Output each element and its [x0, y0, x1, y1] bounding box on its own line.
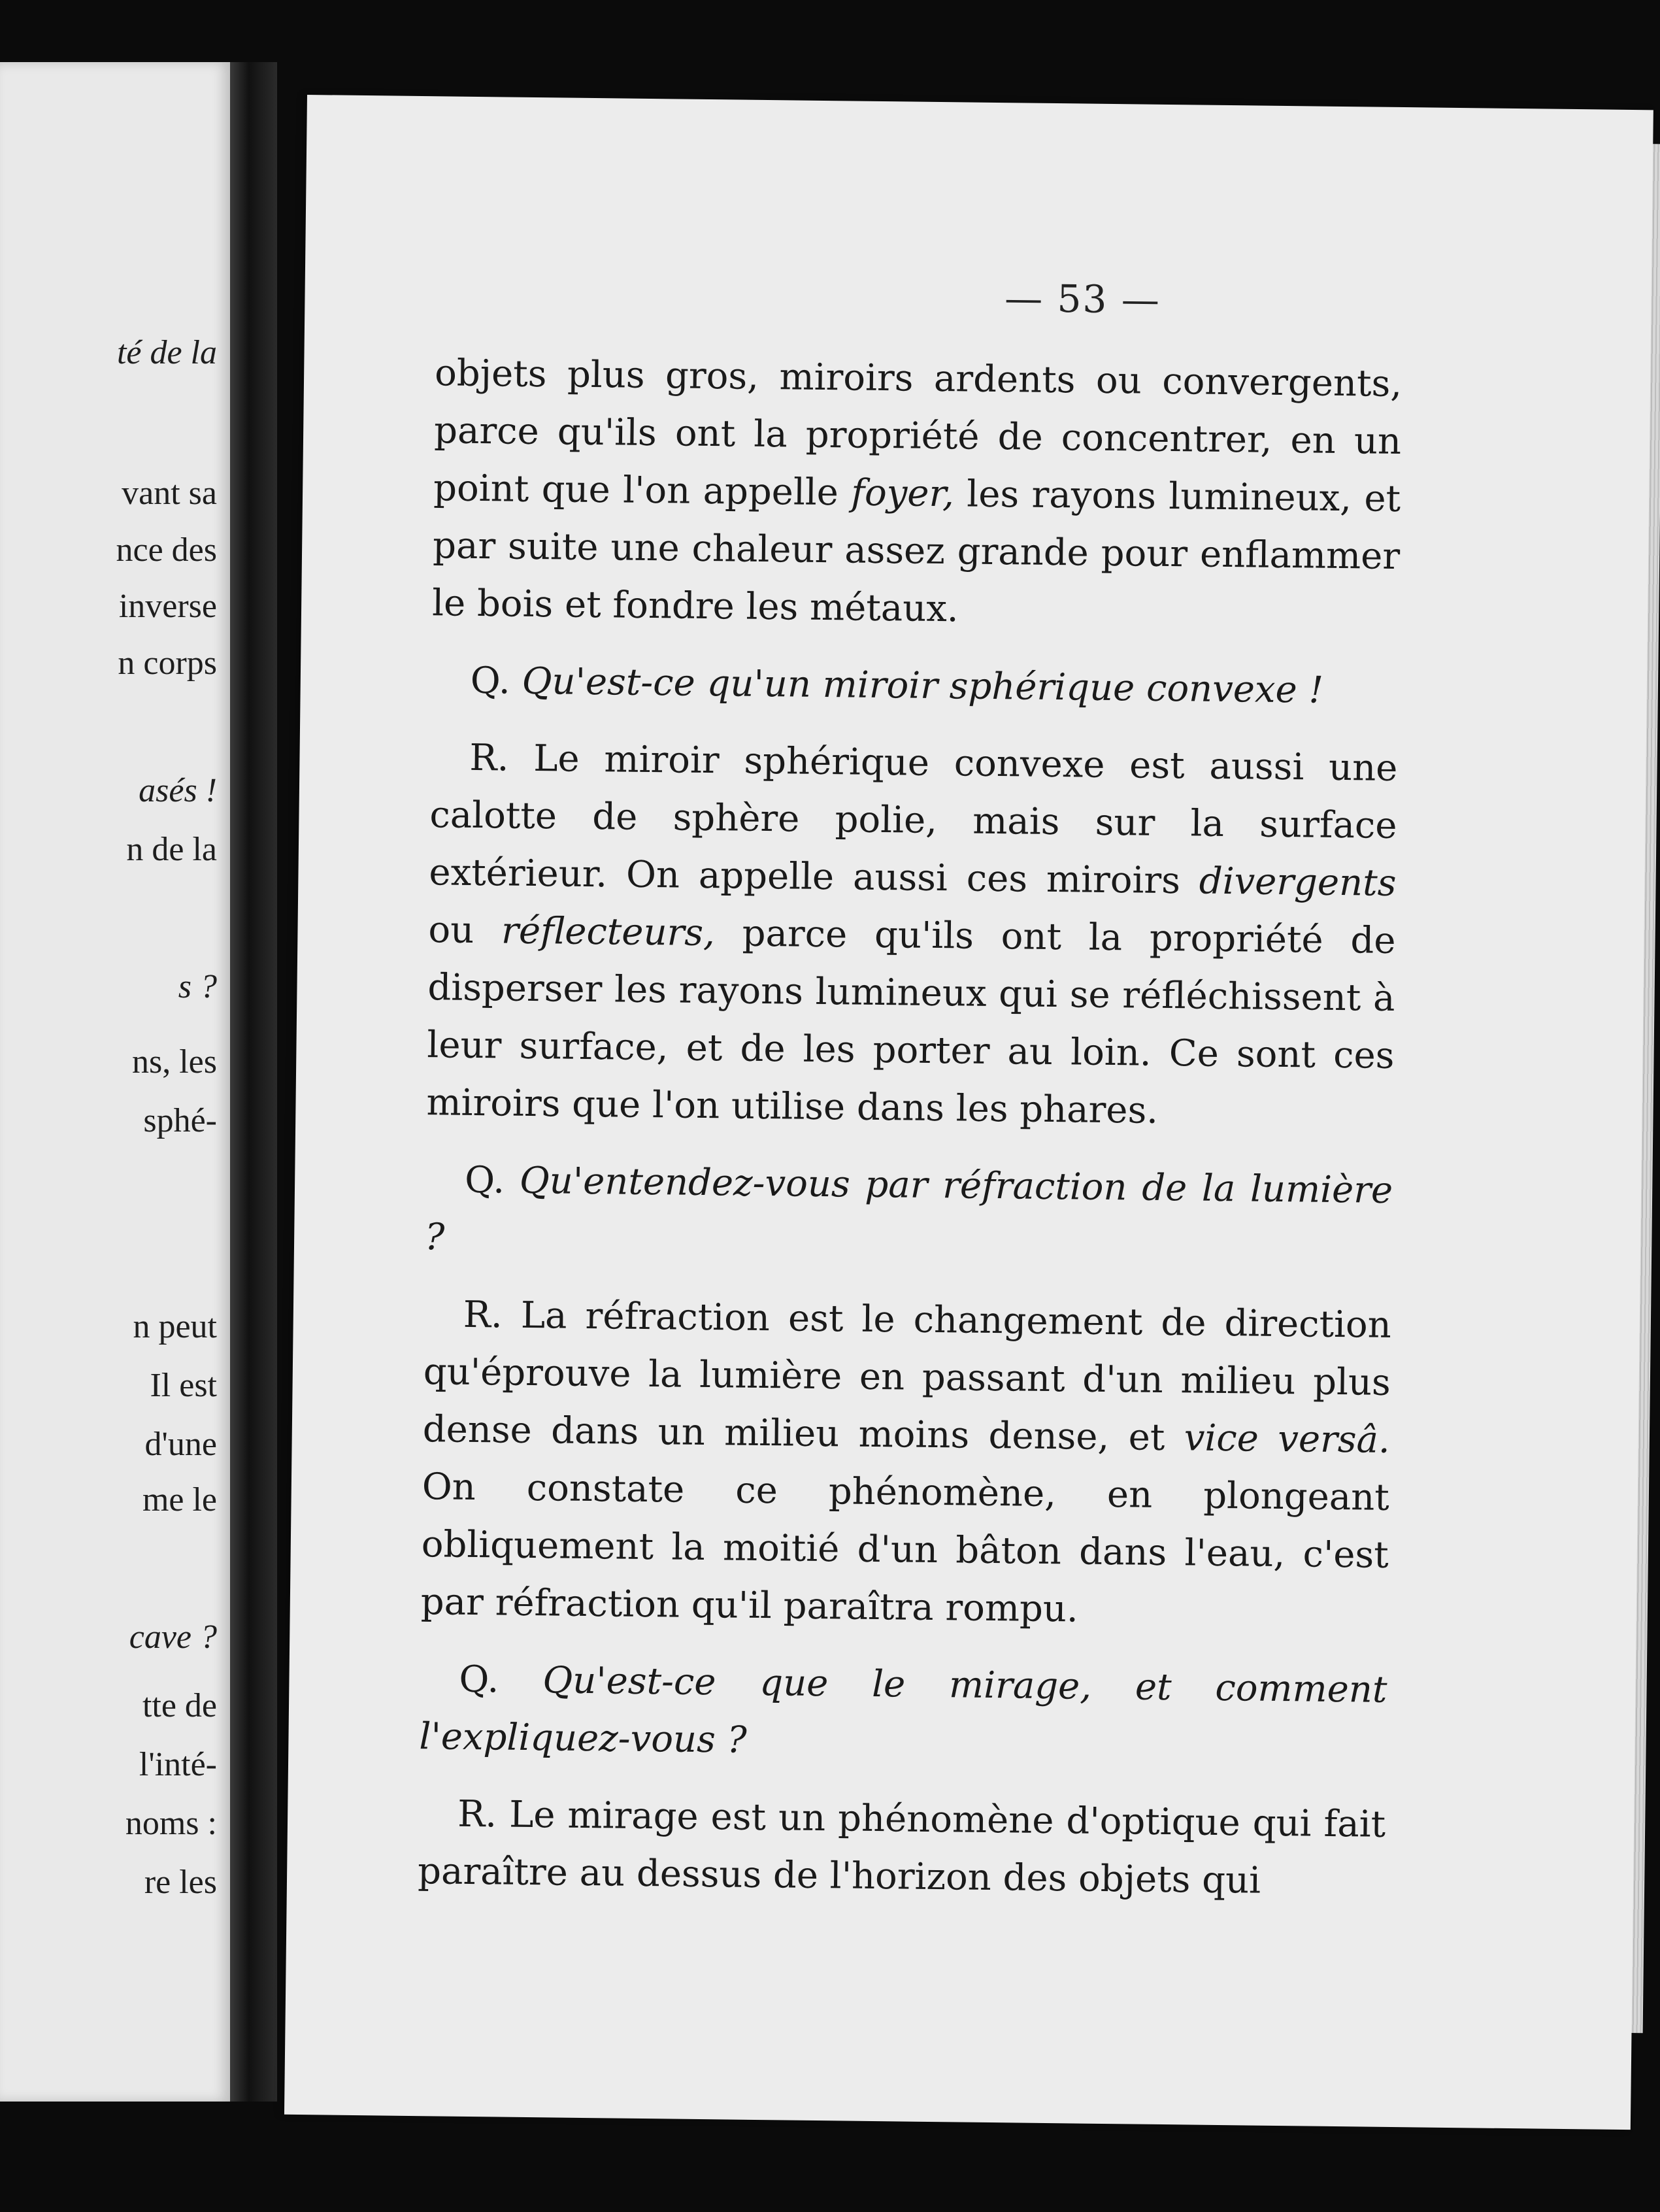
question-refraction: Q. Qu'entendez-vous par réfraction de la lumière ?: [424, 1158, 1393, 1259]
question-mirage: Q. Qu'est-ce que le mirage, et comment l'expliquez-vous ?: [419, 1658, 1387, 1762]
left-page-line: inverse: [118, 588, 217, 625]
left-page-line: noms :: [125, 1805, 217, 1842]
left-page-line: ns, les: [132, 1043, 217, 1081]
left-page-line: nce des: [116, 531, 217, 569]
left-page-line: re les: [144, 1864, 217, 1901]
left-page-line: s ?: [178, 968, 217, 1005]
page-body: [418, 344, 1403, 1911]
left-page-line: asés !: [139, 772, 217, 809]
left-page-line: tte de: [142, 1687, 217, 1724]
left-page-line: cave ?: [129, 1618, 217, 1656]
left-page-line: té de la: [116, 334, 217, 371]
left-page-line: me le: [142, 1481, 217, 1518]
question-convex-mirror: Q. Qu'est-ce qu'un miroir sphérique convexe !: [470, 659, 1324, 712]
left-page: [0, 62, 230, 2102]
book-spine: [230, 62, 277, 2102]
left-page-line: n peut: [133, 1308, 217, 1345]
page-number: — 53 —: [1004, 276, 1161, 322]
paragraph-continuation: objets plus gros, miroirs ardents ou convergents, parce qu'ils ont la propriété de concentrer, en un point que l'on appelle foyer, les rayons lumineux, et par suite une chaleur assez grande pour enflammer le bois et fondre les métaux.: [431, 352, 1403, 631]
left-page-line: n de la: [126, 831, 217, 868]
right-page: [284, 95, 1653, 2130]
left-page-line: d'une: [144, 1426, 217, 1463]
answer-mirage: R. Le mirage est un phénomène d'optique qui fait paraître au dessus de l'horizon des objets qui: [417, 1792, 1386, 1902]
answer-convex-mirror: R. Le miroir sphérique convexe est aussi une calotte de sphère polie, mais sur la surface extérieur. On appelle aussi ces miroirs divergents ou réflecteurs, parce qu'ils ont la propriété de disperser les rayons lumineux qui se réfléchissent à leur surface, et de les porter au loin. Ce sont ces miroirs que l'on utilise dans les phares.: [426, 736, 1398, 1132]
left-page-line: l'inté-: [139, 1746, 217, 1783]
answer-refraction: R. La réfraction est le changement de direction qu'éprouve la lumière en passant d'un milieu plus dense dans un milieu moins dense, et vice versâ. On constate ce phénomène, en plongeant obliquement la moitié d'un bâton dans l'eau, c'est par réfraction qu'il paraîtra rompu.: [420, 1293, 1392, 1631]
left-page-line: vant sa: [122, 475, 217, 512]
left-page-line: n corps: [118, 645, 217, 682]
left-page-line: sphé-: [143, 1102, 217, 1139]
left-page-line: Il est: [150, 1367, 217, 1404]
